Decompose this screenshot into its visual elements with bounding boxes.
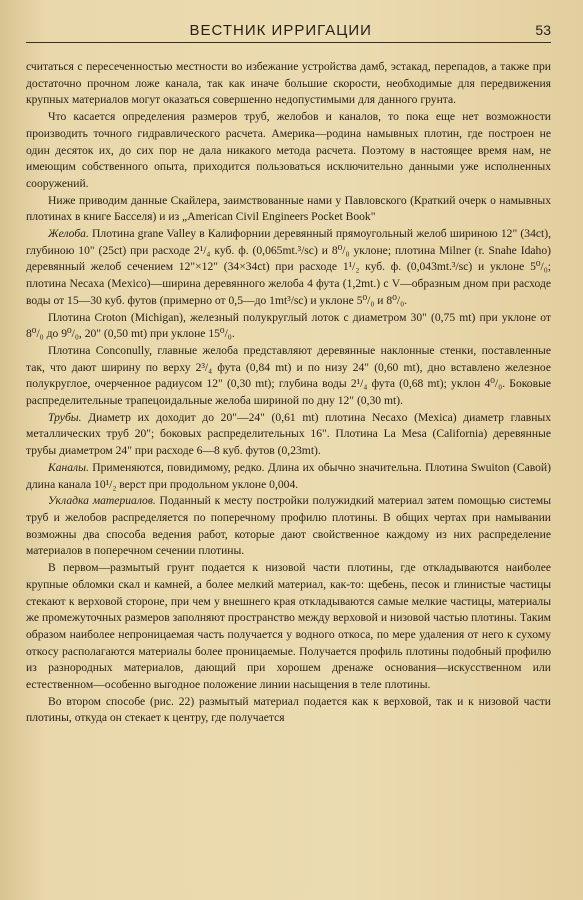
section-lead-chutes: Желоба. <box>48 227 89 241</box>
paragraph-croton: Плотина Croton (Michigan), железный полукруглый лоток с диаметром 30" (0,75 mt) при уклоне от 8⁰/₀ до 9⁰/₀, 20" (0,50 mt) при уклоне 15⁰/₀. <box>26 310 551 341</box>
running-header <box>26 22 551 43</box>
section-lead-placement: Укладка материалов. <box>48 494 156 508</box>
article-body <box>26 59 551 727</box>
section-lead-canals: Каналы. <box>48 460 89 474</box>
journal-title: ВЕСТНИК ИРРИГАЦИИ <box>189 22 372 39</box>
paragraph-placement: Укладка материалов. Поданный к месту постройки полужидкий материал затем помощью системы труб и желобов распределяется по поперечному профилю плотины. В общих чертах при намывании возможны два способа ведения работ, которые дают свойственное каждому из них распределение материалов в поперечном сечении плотины. <box>26 494 552 558</box>
section-lead-pipes: Трубы. <box>48 410 82 424</box>
paragraph-method-1: В первом—размытый грунт подается к низовой части плотины, где откладываются наиболее крупные обломки скал и камней, а более мелкий материал, как-то: щебень, песок и глинистые частицы стекают к верховой стороне, при чем у внешнего края откладываются самые мелкие частицы, материалы же промежуточных размеров заполняют пространство между верховой и низовой частью плотины. Таким образом наиболее непроницаемая часть получается у водного откоса, по мере удаления от него к сухому откосу располагаются материалы более проницаемые. Получается профиль плотины подобный профилю из разнородных материалов, дающий при хорошем дренаже основания—искусственном или естественном—особенно выгодное положение линии насыщения в теле плотины. <box>26 561 551 692</box>
paragraph-method-2: Во втором способе (рис. 22) размытый материал подается как к верховой, так и к низовой части плотины, откуда он стекает к центру, где получается <box>26 694 551 725</box>
paragraph-conconully: Плотина Conconully, главные желоба представляют деревянные наклонные стенки, поставленные так, что дают ширину по верху 2³/₄ фута (0,84 mt) и по низу 24" (0,60 mt), дно вставлено железное полукруглое, очерченное радиусом 12" (0,30 mt); глубина воды 2¹/₄ фута (0,68 mt); уклон 4⁰/₀. Боковые распределительные трапецоидальные желоба шириной по дну 12" (0,30 mt). <box>26 343 551 408</box>
paragraph-chutes: Желоба. Плотина grane Valley в Калифорнии деревянный прямоугольный желоб шириною 12" (34ct), глубиною 10" (25ct) при расходе 2¹/₄ куб. ф. (0,065mt.³/sc) и 8⁰/₀ уклоне; плотина Milner (r. Snahe Idaho) деревянный желоб сечением 12"×12" (34×34ct) при расходе 1¹/₂ куб. ф. (0,043mt.³/sc) и уклоне 5⁰/₀; плотина Necaxa (Mexico)—ширина деревянного желоба 4 фута (1,2mt.) с V—образным дном при расходе воды от 15—30 куб. футов (примерно от 0,5—до 1mt³/sc) и уклоне 5⁰/₀ и 8⁰/₀. <box>26 227 551 307</box>
paragraph-3: Ниже приводим данные Скайлера, заимствованные нами у Павловского (Краткий очерк о намывных плотинах в книге Басселя) и из „American Civil Engineers Pocket Book" <box>26 193 551 224</box>
paragraph-pipes: Трубы. Диаметр их доходит до 20"—24" (0,61 mt) плотина Necaxo (Mexica) диаметр главных металлических труб 20"; боковых распределительных 16". Плотина La Mesa (California) деревянные трубы диаметром 24" при расходе 6—8 куб. футов (0,23mt). <box>26 410 551 458</box>
paragraph-1: считаться с пересеченностью местности во избежание устройства дамб, эстакад, перепадов, а также при достаточно прочном ложе канала, так как иначе большие скорости, необходимые для передвижения крупных материалов могут оказаться совершенно недопустимыми для данного грунта. <box>26 60 551 107</box>
paragraph-2: Что касается определения размеров труб, желобов и каналов, то пока еще нет возможности производить точного гидравлического расчета. Америка—родина намывных плотин, где построен не один десяток их, до сих пор не дала никакого метода расчета. Поэтому в настоящее время нам, не имеющим собственного опыта, приходится пользоваться исключительно данными уже исполненных сооружений. <box>26 110 551 190</box>
paragraph-canals: Каналы. Применяются, повидимому, редко. Длина их обычно значительна. Плотина Swuiton (Савой) длина канала 10¹/₂ верст при продольном уклоне 0,004. <box>26 460 551 491</box>
page-number: 53 <box>535 22 551 38</box>
